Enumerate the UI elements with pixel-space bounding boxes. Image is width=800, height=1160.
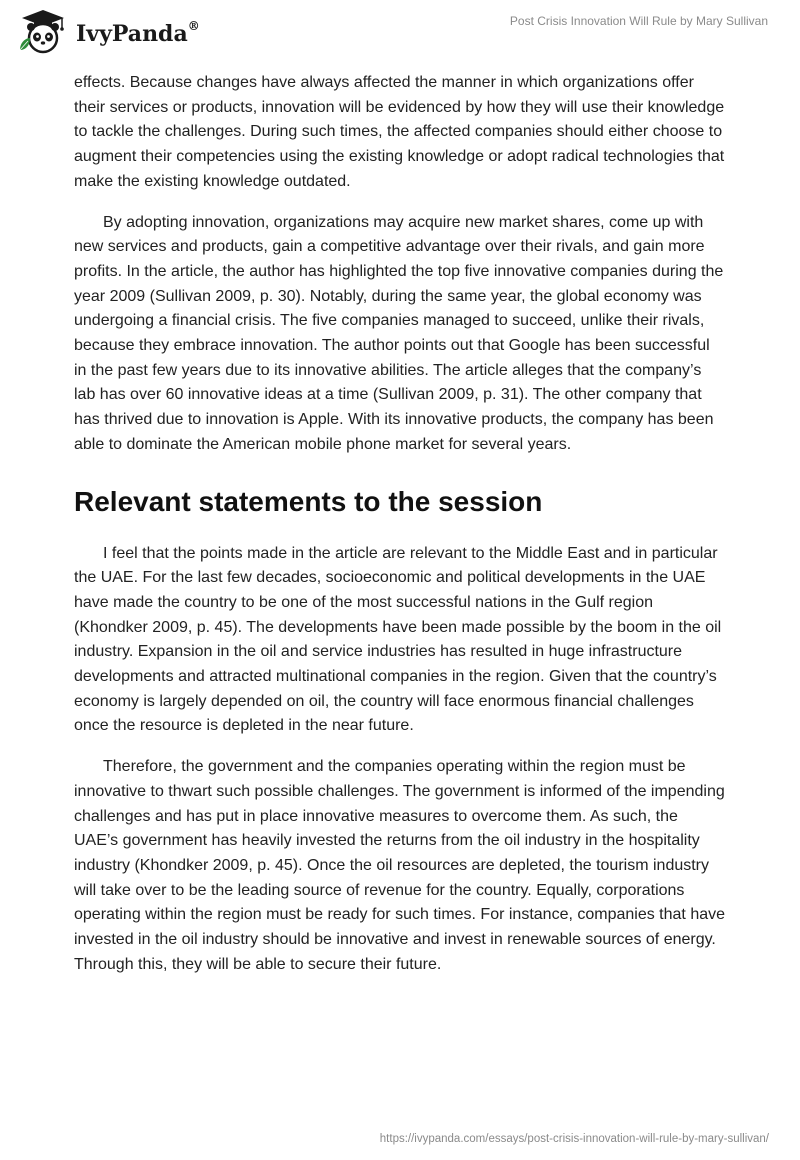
brand-name: IvyPanda® bbox=[76, 19, 200, 47]
section-heading: Relevant statements to the session bbox=[74, 485, 543, 517]
panda-graduate-icon bbox=[16, 8, 70, 56]
essay-content bbox=[74, 71, 726, 994]
document-title: Post Crisis Innovation Will Rule by Mary Sullivan bbox=[509, 14, 768, 28]
paragraph-innovation: By adopting innovation, organizations may acquire new market shares, come up with new services and products, gain a competitive advantage over their rivals, and gain more profits. In the article, the author has highlighted the top five innovative companies during the year 2009 (Sullivan 2009, p. 30). Notably, during the same year, the global economy was undergoing a financial crisis. The five companies managed to succeed, unlike their rivals, because they embrace innovation. The author points out that Google has been successful in the past few years due to its innovative abilities. The article alleges that the company’s lab has over 60 innovative ideas at a time (Sullivan 2009, p. 31). The other company that has thrived due to innovation is Apple. With its innovative products, the company has been able to dominate the American mobile phone market for several years. bbox=[74, 213, 724, 453]
registered-mark: ® bbox=[187, 19, 200, 33]
paragraph-continued: effects. Because changes have always affected the manner in which organizations offer their services or products, innovation will be evidenced by how they will use their knowledge to tackle the challenges. During such times, the affected companies should either choose to augment their competencies using the existing knowledge or adopt radical technologies that make the existing knowledge outdated. bbox=[74, 74, 725, 190]
page-header bbox=[0, 0, 800, 62]
source-url-link[interactable]: https://ivypanda.com/essays/post-crisis-innovation-will-rule-by-mary-sullivan/ bbox=[379, 1133, 769, 1145]
ivypanda-logo[interactable] bbox=[16, 8, 200, 56]
paragraph-government-measures: Therefore, the government and the companies operating within the region must be innovative to thwart such possible challenges. The government is informed of the impending challenges and has put in place innovative measures to overcome them. As such, the UAE’s government has heavily invested the returns from the oil industry in the hospitality industry (Khondker 2009, p. 45). Once the oil resources are depleted, the tourism industry will take over to be the leading source of revenue for the country. Equally, corporations operating within the region must be ready for such times. For instance, companies that have invested in the oil industry should be innovative and invest in renewable sources of energy. Through this, they will be able to secure their future. bbox=[74, 758, 726, 973]
paragraph-uae-relevance: I feel that the points made in the article are relevant to the Middle East and in particular the UAE. For the last few decades, socioeconomic and political developments in the UAE have made the country to be one of the most successful nations in the Gulf region (Khondker 2009, p. 45). The developments have been made possible by the boom in the oil industry. Expansion in the oil and service industries has resulted in huge infrastructure developments and attracted multinational companies in the region. Given that the country’s economy is largely depended on oil, the country will face enormous financial challenges once the resource is depleted in the near future. bbox=[74, 544, 722, 735]
